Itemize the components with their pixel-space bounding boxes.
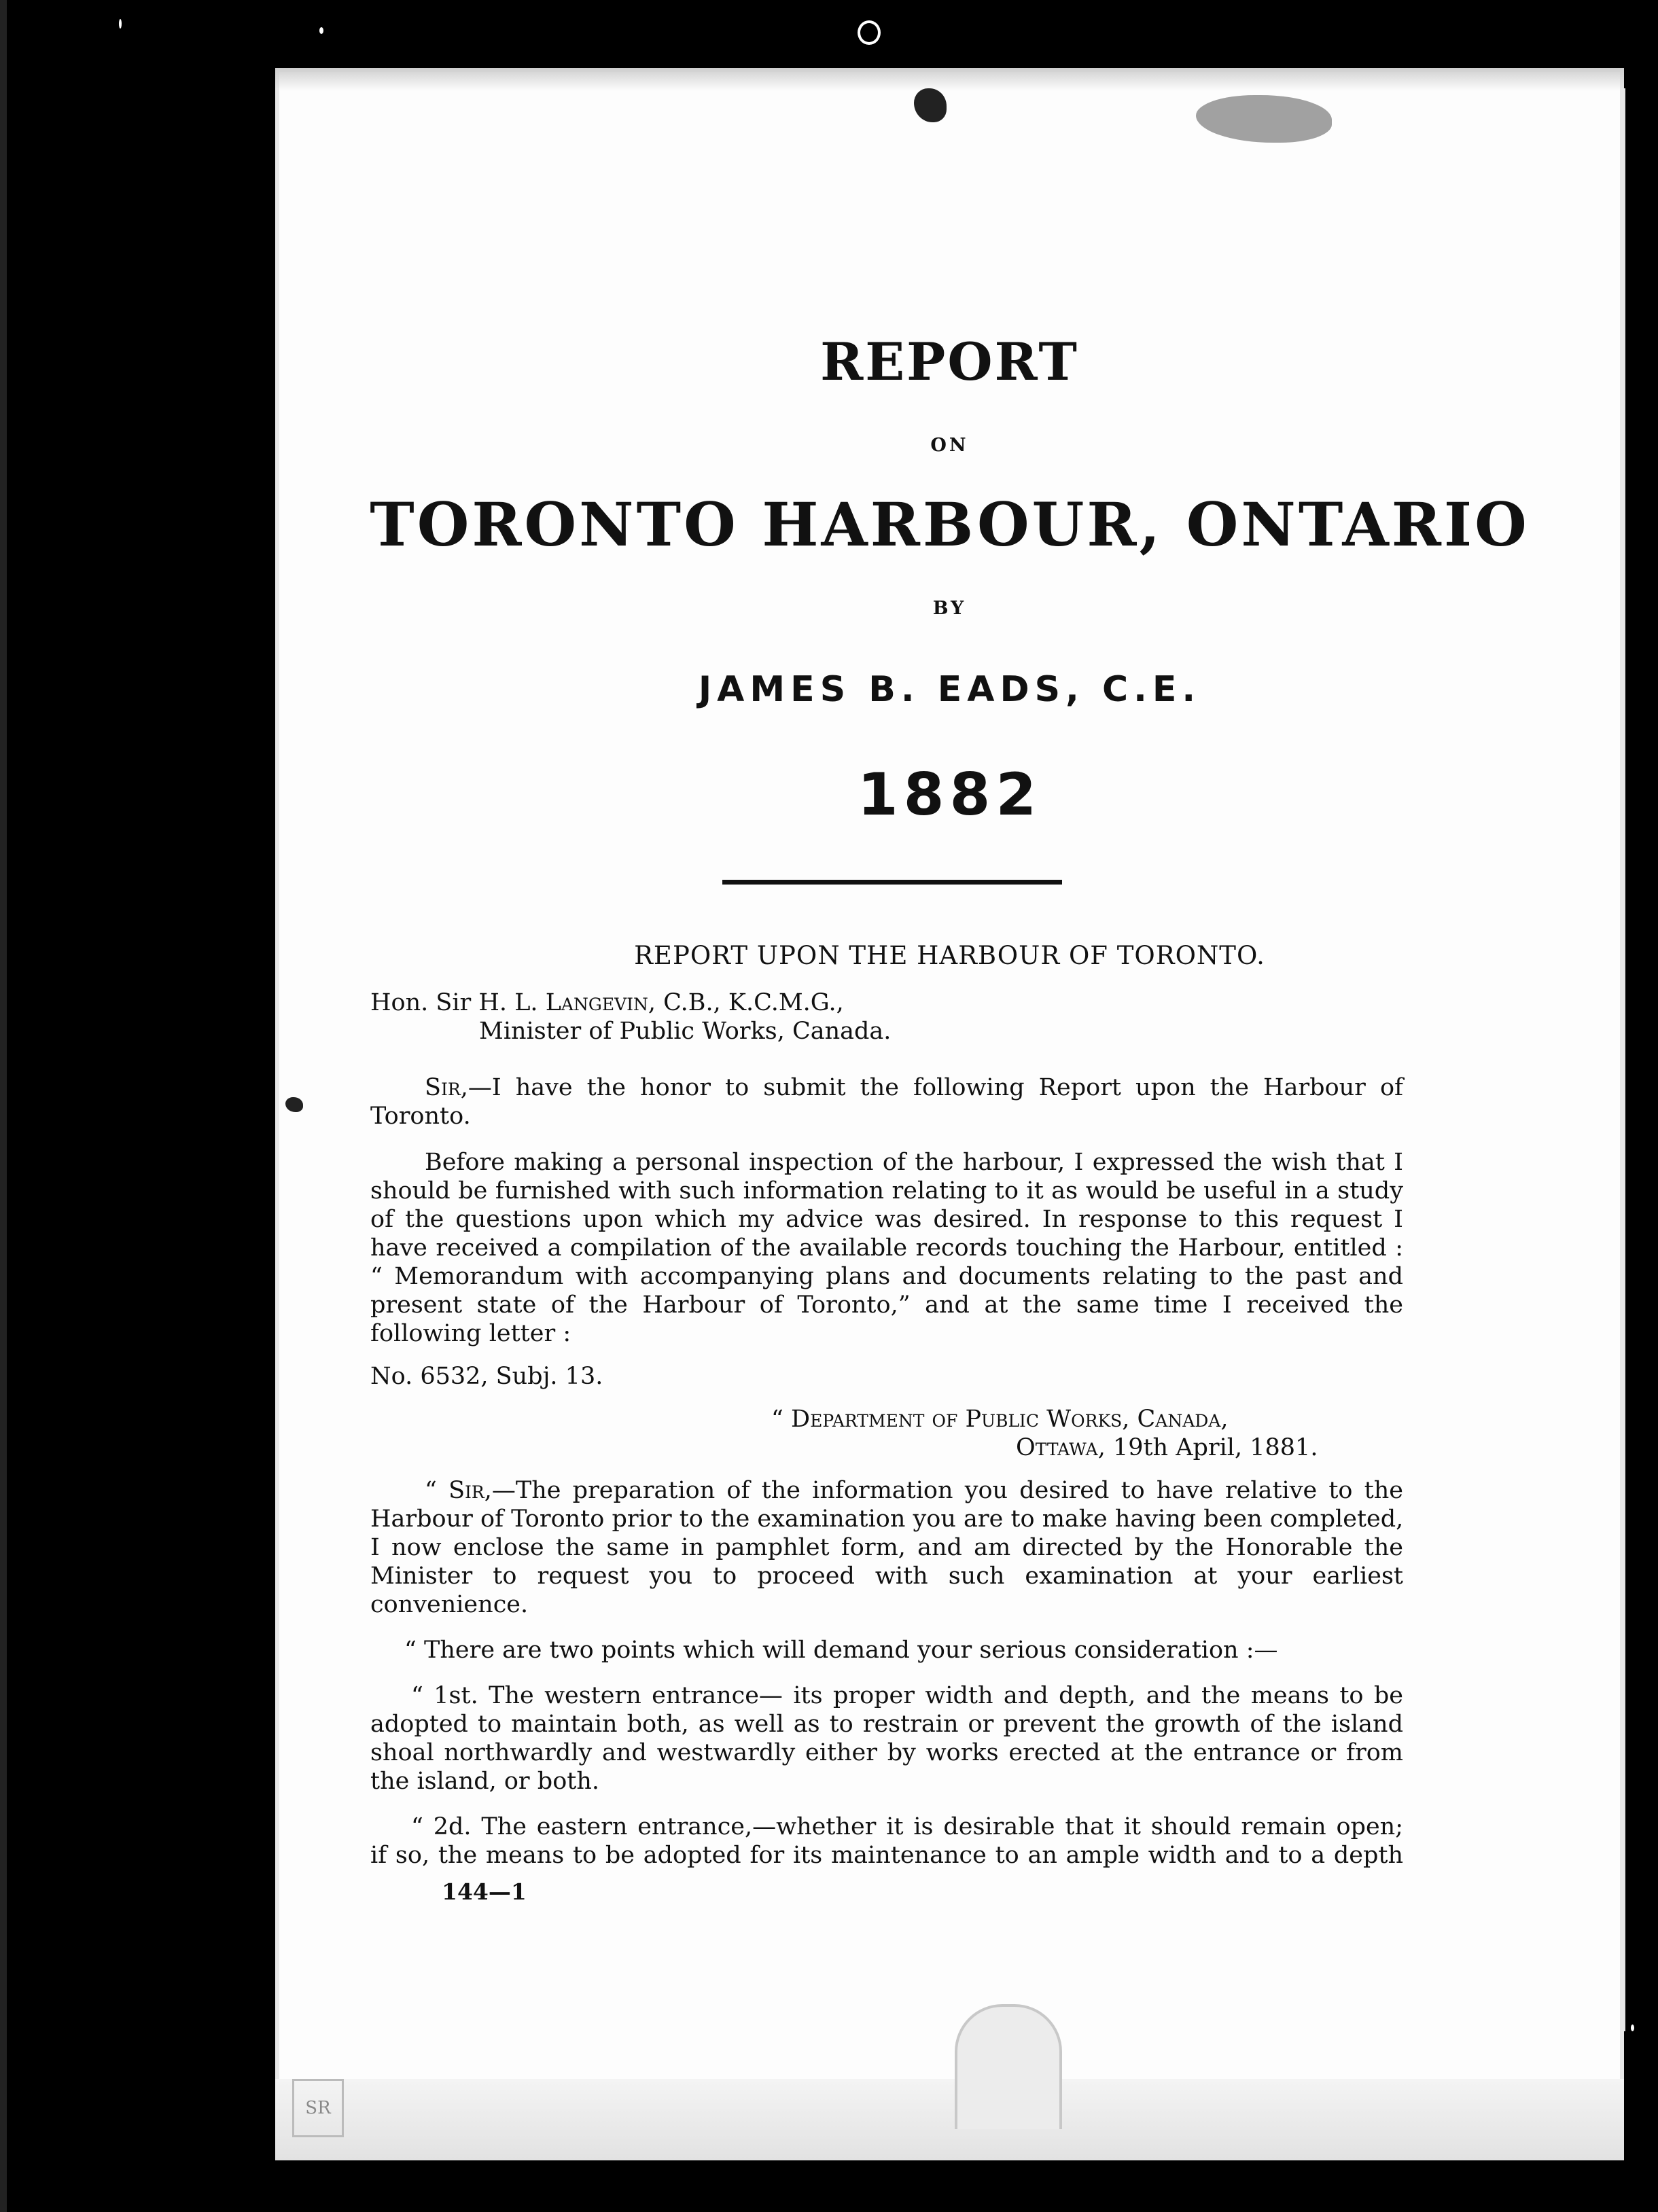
paragraph-1-line: “ Memorandum with accompanying plans and documents relating to the past and [370, 1263, 1403, 1290]
page-bottom-edge [275, 2079, 1624, 2160]
ink-blot [285, 1097, 303, 1112]
point-1-line: shoal northwardly and westwardly either by works erected at the entrance or from [370, 1739, 1403, 1766]
film-speck [1631, 2024, 1634, 2031]
point-1-line: adopted to maintain both, as well as to restrain or prevent the growth of the island [370, 1711, 1403, 1738]
paragraph-1-line: present state of the Harbour of Toronto,” and at the same time I received the [370, 1291, 1403, 1319]
address-line-2: Minister of Public Works, Canada. [479, 1018, 892, 1045]
signature-mark: 144—1 [442, 1878, 527, 1905]
letter-paragraph-1-line: Minister to request you to proceed with such examination at your earliest [370, 1563, 1403, 1590]
margin-stamp: SR [292, 2079, 344, 2137]
binding-tab [955, 2004, 1062, 2129]
film-speck [119, 19, 122, 29]
letter-paragraph-1-line: I now enclose the same in pamphlet form, and am directed by the Honorable the [370, 1534, 1403, 1561]
letter-paragraph-1-line: convenience. [370, 1591, 529, 1618]
author-name: JAMES B. EADS, C.E. [698, 669, 1201, 710]
paragraph-1-line: have received a compilation of the available records touching the Harbour, entitled : [370, 1234, 1403, 1262]
paragraph-1-line: following letter : [370, 1320, 571, 1347]
reference-number: No. 6532, Subj. 13. [370, 1363, 603, 1390]
point-1-line: the island, or both. [370, 1768, 599, 1795]
paragraph-1-line: should be furnished with such information relating to it as would be useful in a study [370, 1177, 1403, 1205]
letter-paragraph-1-line: “ Sir,—The preparation of the information you desired to have relative to the [425, 1477, 1403, 1504]
point-2-line: if so, the means to be adopted for its maintenance to an ample width and to a depth [370, 1842, 1403, 1869]
salutation-line: Sir,—I have the honor to submit the following Report upon the Harbour of [425, 1074, 1403, 1101]
letterhead-place-date: Ottawa, 19th April, 1881. [1016, 1434, 1318, 1461]
title-by: BY [932, 598, 967, 619]
title-on: ON [930, 435, 969, 456]
letter-paragraph-2: “ There are two points which will demand your serious consideration :— [404, 1637, 1278, 1664]
point-2-line: “ 2d. The eastern entrance,—whether it is desirable that it should remain open; [411, 1813, 1403, 1840]
section-heading: REPORT UPON THE HARBOUR OF TORONTO. [634, 941, 1265, 970]
letterhead-department: “ Department of Public Works, Canada, [771, 1406, 1229, 1433]
page-shadow [275, 68, 1624, 91]
report-subject: TORONTO HARBOUR, ONTARIO [370, 489, 1530, 560]
film-speck [319, 27, 323, 34]
paragraph-1-line: Before making a personal inspection of the harbour, I expressed the wish that I [425, 1149, 1403, 1176]
salutation-line-2: Toronto. [370, 1103, 471, 1130]
report-title: REPORT [820, 332, 1079, 392]
paragraph-1-line: of the questions upon which my advice was desired. In response to this request I [370, 1206, 1403, 1233]
letter-paragraph-1-line: Harbour of Toronto prior to the examination you are to make having been completed, [370, 1505, 1404, 1533]
title-rule [722, 880, 1062, 885]
point-1-line: “ 1st. The western entrance— its proper width and depth, and the means to be [411, 1682, 1403, 1709]
film-reel-hole [858, 20, 881, 45]
address-line-1: Hon. Sir H. L. Langevin, C.B., K.C.M.G., [370, 989, 844, 1016]
report-year: 1882 [857, 761, 1042, 829]
film-edge [0, 0, 7, 2212]
